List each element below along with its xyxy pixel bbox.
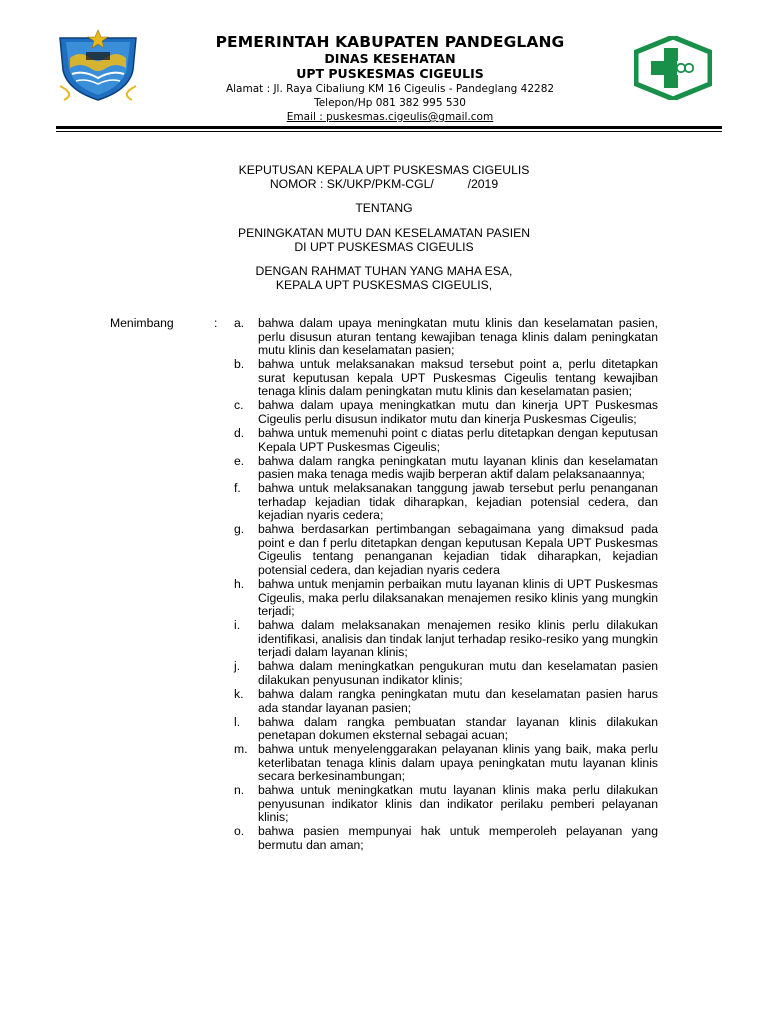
government-name: PEMERINTAH KABUPATEN PANDEGLANG [215,33,565,51]
clause-m [234,743,658,784]
clause-j [234,660,658,687]
clause-text: bahwa untuk memenuhi point c diatas perlu ditetapkan dengan keputusan Kepala UPT Puskesmas Cigeulis; [258,425,658,454]
clause-e [234,455,658,482]
phone-line: Telepon/Hp 081 382 995 530 [314,97,466,109]
clause-text: bahwa pasien mempunyai hak untuk memperoleh pelayanan yang bermutu dan aman; [258,824,658,853]
clause-letter: o. [234,824,245,839]
clause-a [234,317,658,358]
puskesmas-logo-icon [634,36,712,100]
address-line: Alamat : Jl. Raya Cibaliung KM 16 Cigeulis - Pandeglang 42282 [225,83,555,95]
considering-label: Menimbang [110,316,174,330]
clause-h [234,578,658,619]
decree-blessing-line2: KEPALA UPT PUSKESMAS CIGEULIS, [275,278,493,292]
clause-letter: b. [234,357,245,372]
considering-colon: : [214,316,218,330]
clause-n [234,784,658,825]
clause-text: bahwa untuk meningkatkan mutu layanan klinis maka perlu dilakukan penyusunan indikator klinis dan indikator perilaku pemberi pelayanan klinis; [258,783,658,825]
decree-title: KEPUTUSAN KEPALA UPT PUSKESMAS CIGEULIS [238,163,530,177]
decree-number: NOMOR : SK/UKP/PKM-CGL/ /2019 [269,177,499,191]
clause-letter: k. [234,686,244,701]
clause-b [234,358,658,399]
clause-l [234,716,658,743]
clause-letter: e. [234,453,245,468]
decree-subject [100,226,668,254]
decree-blessing [100,264,668,292]
department-name: DINAS KESEHATAN [324,51,456,66]
clause-text: bahwa dalam melaksanakan menajemen resiko klinis perlu dilakukan identifikasi, analisis dan tindak lanjut terhadap resiko-resiko yang mungkin terjadi dalam layanan klinis; [258,618,658,660]
clause-letter: i. [234,618,241,633]
clause-text: bahwa dalam meningkatkan pengukuran mutu dan keselamatan pasien dilakukan penyusunan indikator klinis; [258,659,658,687]
clause-text: bahwa untuk melaksanakan tanggung jawab tersebut perlu penanganan terhadap kejadian tidak diharapkan, kejadian potensial cedera, dan kejadian nyaris cedera; [258,481,658,523]
clause-o [234,825,658,852]
clause-d [234,427,658,454]
decree-subject-line1: PENINGKATAN MUTU DAN KESELAMATAN PASIEN [237,226,531,240]
clause-text: bahwa untuk melaksanakan maksud tersebut point a, perlu ditetapkan surat keputusan kepala UPT Puskesmas Cigeulis tentang kewajiban tenaga klinis dalam peningkatan mutu klinis dan keselamatan pasien; [258,357,658,399]
clause-text: bahwa berdasarkan pertimbangan sebagaimana yang dimaksud pada point e dan f perlu ditetapkan dengan keputusan Kepala UPT Puskesmas Cigeulis tentang penanganan kejadian tidak diharapkan, kejadian potensial cedera, dan kejadian nyaris cedera [258,522,658,578]
clause-c [234,399,658,426]
letterhead-rule-thin [56,131,722,132]
clause-text: bahwa dalam upaya meningkatan mutu klinis dan keselamatan pasien, perlu disusun aturan tentang kewajiban tenaga klinis dalam peningkatan mutu klinis dan keselamatan pasien; [258,316,658,358]
clause-letter: j. [234,659,241,674]
clause-letter: f. [234,481,241,496]
clause-letter: m. [234,742,248,757]
clause-letter: h. [234,577,245,592]
decree-heading [100,163,668,191]
decree-about: TENTANG [355,201,413,215]
considering-clauses [234,317,658,853]
letterhead [150,33,630,124]
clause-letter: d. [234,425,245,440]
clause-text: bahwa dalam rangka pembuatan standar layanan klinis dilakukan penetapan dokumen eksternal sebagai acuan; [258,714,658,743]
clause-k [234,688,658,715]
clause-text: bahwa dalam upaya meningkatkan mutu dan kinerja UPT Puskesmas Cigeulis perlu disusun indikator mutu dan kinerja Puskesmas Cigeulis; [258,398,658,426]
decree-subject-line2: DI UPT PUSKESMAS CIGEULIS [294,240,474,254]
email-line: Email : puskesmas.cigeulis@gmail.com [286,111,494,123]
clause-g [234,523,658,577]
clause-letter: n. [234,783,245,798]
clause-letter: l. [234,714,241,729]
clause-text: bahwa untuk menyelenggarakan pelayanan klinis yang baik, maka perlu keterlibatan tenaga klinis dalam upaya peningkatan mutu layanan klinis secara berkesinambungan; [258,742,658,784]
clause-text: bahwa untuk menjamin perbaikan mutu layanan klinis di UPT Puskesmas Cigeulis, maka perlu dilaksanakan menajemen resiko klinis yang mungkin terjadi; [258,577,658,619]
clause-letter: c. [234,398,244,413]
clause-letter: g. [234,522,245,537]
regency-emblem-icon [56,28,140,102]
unit-name: UPT PUSKESMAS CIGEULIS [296,66,484,81]
letterhead-rule-thick [56,126,722,129]
clause-text: bahwa dalam rangka peningkatan mutu layanan klinis dan keselamatan pasien maka tenaga medis wajib berperan aktif dalam pelaksanaannya; [258,453,658,482]
clause-text: bahwa dalam rangka peningkatan mutu dan keselamatan pasien harus ada standar layanan pasien; [258,686,658,715]
clause-f [234,482,658,523]
clause-i [234,619,658,660]
clause-letter: a. [234,316,245,330]
decree-blessing-line1: DENGAN RAHMAT TUHAN YANG MAHA ESA, [255,264,513,278]
